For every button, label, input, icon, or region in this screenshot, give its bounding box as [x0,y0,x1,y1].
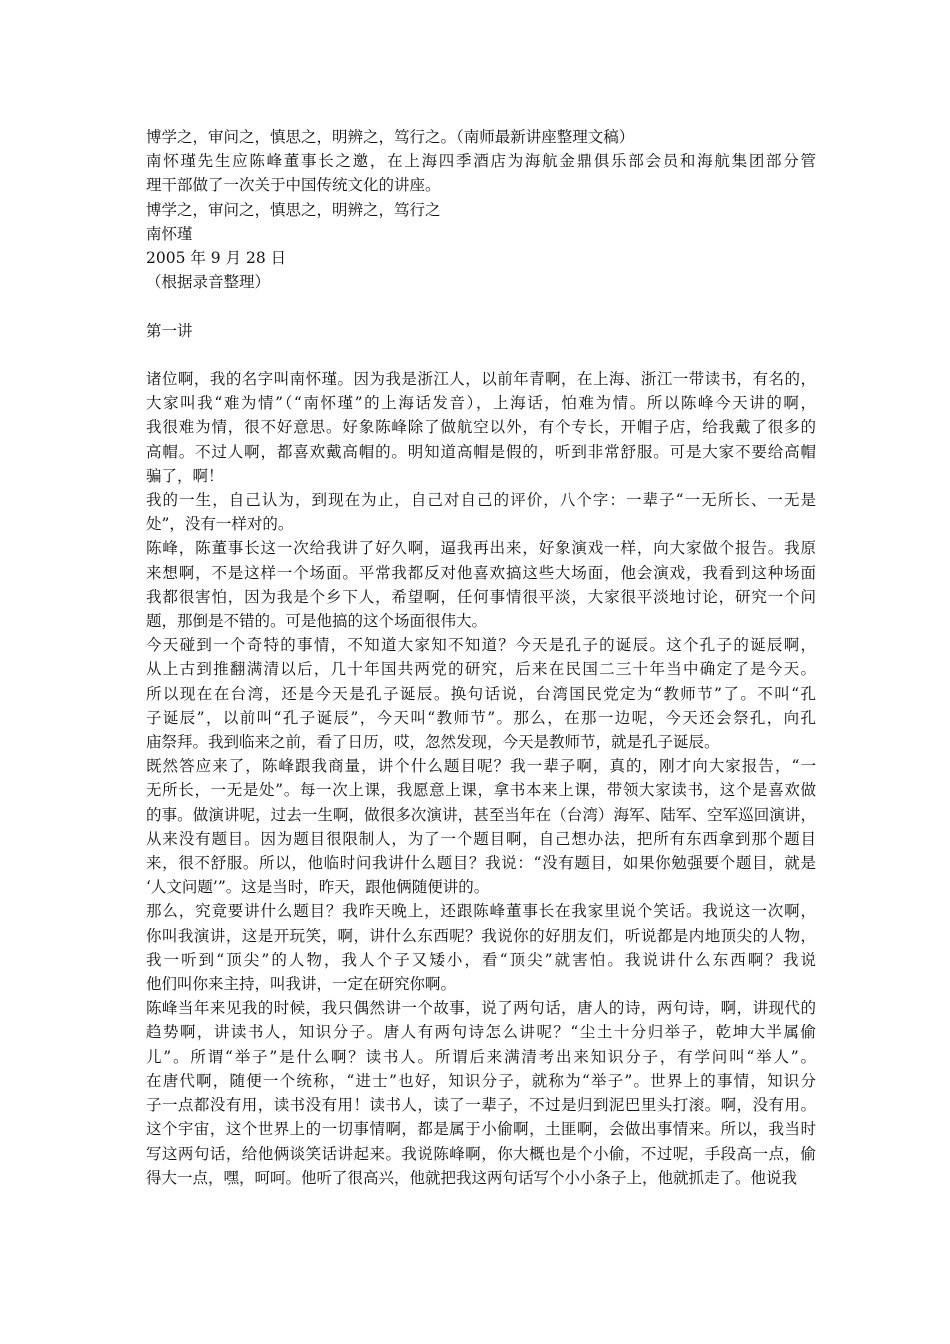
date-line: 2005 年 9 月 28 日 [146,249,287,268]
paragraph-line: 既然答应来了，陈峰跟我商量，讲个什么题目呢？我一辈子啊，真的，刚才向大家报告，“一 [146,757,816,776]
paragraph-line: 写这两句话，给他俩谈笑话讲起来。我说陈峰啊，你大概也是个小偷，不过呢，手段高一点，偷 [146,1144,816,1163]
paragraph-line: 这个宇宙，这个世界上的一切事情啊，都是属于小偷啊，土匪啊，会做出事情来。所以，我当时 [146,1120,816,1139]
paragraph-line: 我的一生，自己认为，到现在为止，自己对自己的评价，八个字：一辈子“一无所长、一无是 [146,491,816,510]
spacer [146,343,816,367]
paragraph-line: 诸位啊，我的名字叫南怀瑾。因为我是浙江人，以前年青啊，在上海、浙江一带读书，有名的， [146,370,816,388]
paragraph-line: 来，很不舒服。所以，他临时问我讲什么题目？我说：“没有题目，如果你勉强要个题目，就是 [146,854,816,873]
paragraph-line: 陈峰，陈董事长这一次给我讲了好久啊，逼我再出来，好象演戏一样，向大家做个报告。我原 [146,539,816,558]
paragraph-line: 我都很害怕，因为我是个乡下人，希望啊，任何事情很平淡，大家很平淡地讨论，研究一个问 [146,587,816,606]
paragraph-line: 那么，究竟要讲什么题目？我昨天晚上，还跟陈峰董事长在我家里说个笑话。我说这一次啊， [146,902,816,921]
paragraph-line: 大家叫我“难为情”（“南怀瑾”的上海话发音），上海话，怕难为情。所以陈峰今天讲的啊， [146,394,816,413]
paragraph [146,367,816,488]
paragraph-line: 所以现在在台湾，还是今天是孔子诞辰。换句话说，台湾国民党定为“教师节”了。不叫“孔 [146,684,816,703]
paragraph-line: 的事。做演讲呢，过去一生啊，做很多次演讲，甚至当年在（台湾）海军、陆军、空军巡回演讲， [146,805,816,824]
paragraph-line: 从来没有题目。因为题目很限制人，为了一个题目啊，自己想办法，把所有东西拿到那个题目 [146,829,816,848]
paragraph-line: 子诞辰”，以前叫“孔子诞辰”，今天叫“教师节”。那么，在那一边呢，今天还会祭孔，向孔 [146,708,816,727]
paragraph-line: 骗了，啊！ [146,466,224,485]
paragraph-line: 陈峰当年来见我的时候，我只偶然讲一个故事，说了两句话，唐人的诗，两句诗，啊，讲现代的 [146,999,816,1018]
document-title-line: 博学之，审问之，慎思之，明辨之，笃行之。（南师最新讲座整理文稿） [146,128,635,146]
paragraph-line: 庙祭拜。我到临来之前，看了日历，哎，忽然发现，今天是教师节，就是孔子诞辰。 [146,733,720,752]
paragraph [146,996,816,1190]
paragraph-line: ‘人文问题’”。这是当时，昨天，跟他俩随便讲的。 [146,878,490,897]
paragraph-line: 今天碰到一个奇特的事情，不知道大家知不知道？今天是孔子的诞辰。这个孔子的诞辰啊， [146,636,816,655]
paragraph-line: 从上古到推翻满清以后，几十年国共两党的研究，后来在民国二三十年当中确定了是今天。 [146,660,816,679]
paragraph [146,488,816,536]
paragraph [146,754,816,899]
body-paragraphs [146,367,816,1190]
paragraph-line: 我一听到“顶尖”的人物，我人个子又矮小，看“顶尖”就害怕。我说讲什么东西啊？我说 [146,950,816,969]
paragraph-line: 你叫我演讲，这是开玩笑，啊，讲什么东西呢？我说你的好朋友们，听说都是内地顶尖的人物， [146,926,816,945]
paragraph-line: 儿”。所谓“举子”是什么啊？读书人。所谓后来满清考出来知识分子，有学问叫“举人”。 [146,1047,816,1066]
intro-line: 南怀瑾先生应陈峰董事长之邀，在上海四季酒店为海航金鼎俱乐部会员和海航集团部分管 [146,152,816,171]
paragraph-line: 无所长，一无是处”。每一次上课，我愿意上课，拿书本来上课，带领大家读书，这个是喜欢做 [146,781,816,800]
paragraph [146,899,816,996]
paragraph-line: 在唐代啊，随便一个统称，“进士”也好，知识分子，就称为“举子”。世界上的事情，知识分 [146,1071,816,1090]
subtitle-line: 博学之，审问之，慎思之，明辨之，笃行之 [146,200,441,219]
author-line: 南怀瑾 [146,224,193,243]
paragraph-line: 子一点都没有用，读书没有用！读书人，读了一辈子，不过是归到泥巴里头打滚。啊，没有用。 [146,1096,816,1115]
paragraph-line: 高帽。不过人啊，都喜欢戴高帽的。明知道高帽是假的，听到非常舒服。可是大家不要给高帽 [146,442,816,461]
paragraph-line: 题，那倒是不错的。可是他搞的这个场面很伟大。 [146,612,488,631]
paragraph-line: 来想啊，不是这样一个场面。平常我都反对他喜欢搞这些大场面，他会演戏，我看到这种场面 [146,563,816,582]
paragraph-line: 他们叫你来主持，叫我讲，一定在研究你啊。 [146,975,457,994]
intro-line: 理干部做了一次关于中国传统文化的讲座。 [146,176,441,195]
section-title: 第一讲 [146,321,193,340]
note-line: （根据录音整理） [146,273,271,292]
paragraph-line: 趋势啊，讲读书人，知识分子。唐人有两句诗怎么讲呢？“尘土十分归举子，乾坤大半属偷 [146,1023,816,1042]
paragraph-line: 处”，没有一样对的。 [146,515,294,534]
header-block [146,125,816,294]
paragraph [146,536,816,633]
document-body [146,125,816,1190]
paragraph-line: 我很难为情，很不好意思。好象陈峰除了做航空以外，有个专长，开帽子店，给我戴了很多的 [146,418,816,437]
paragraph [146,633,816,754]
paragraph-line: 得大一点，嘿，呵呵。他听了很高兴，他就把我这两句话写个小小条子上，他就抓走了。他说我 [146,1168,798,1187]
spacer [146,294,816,318]
